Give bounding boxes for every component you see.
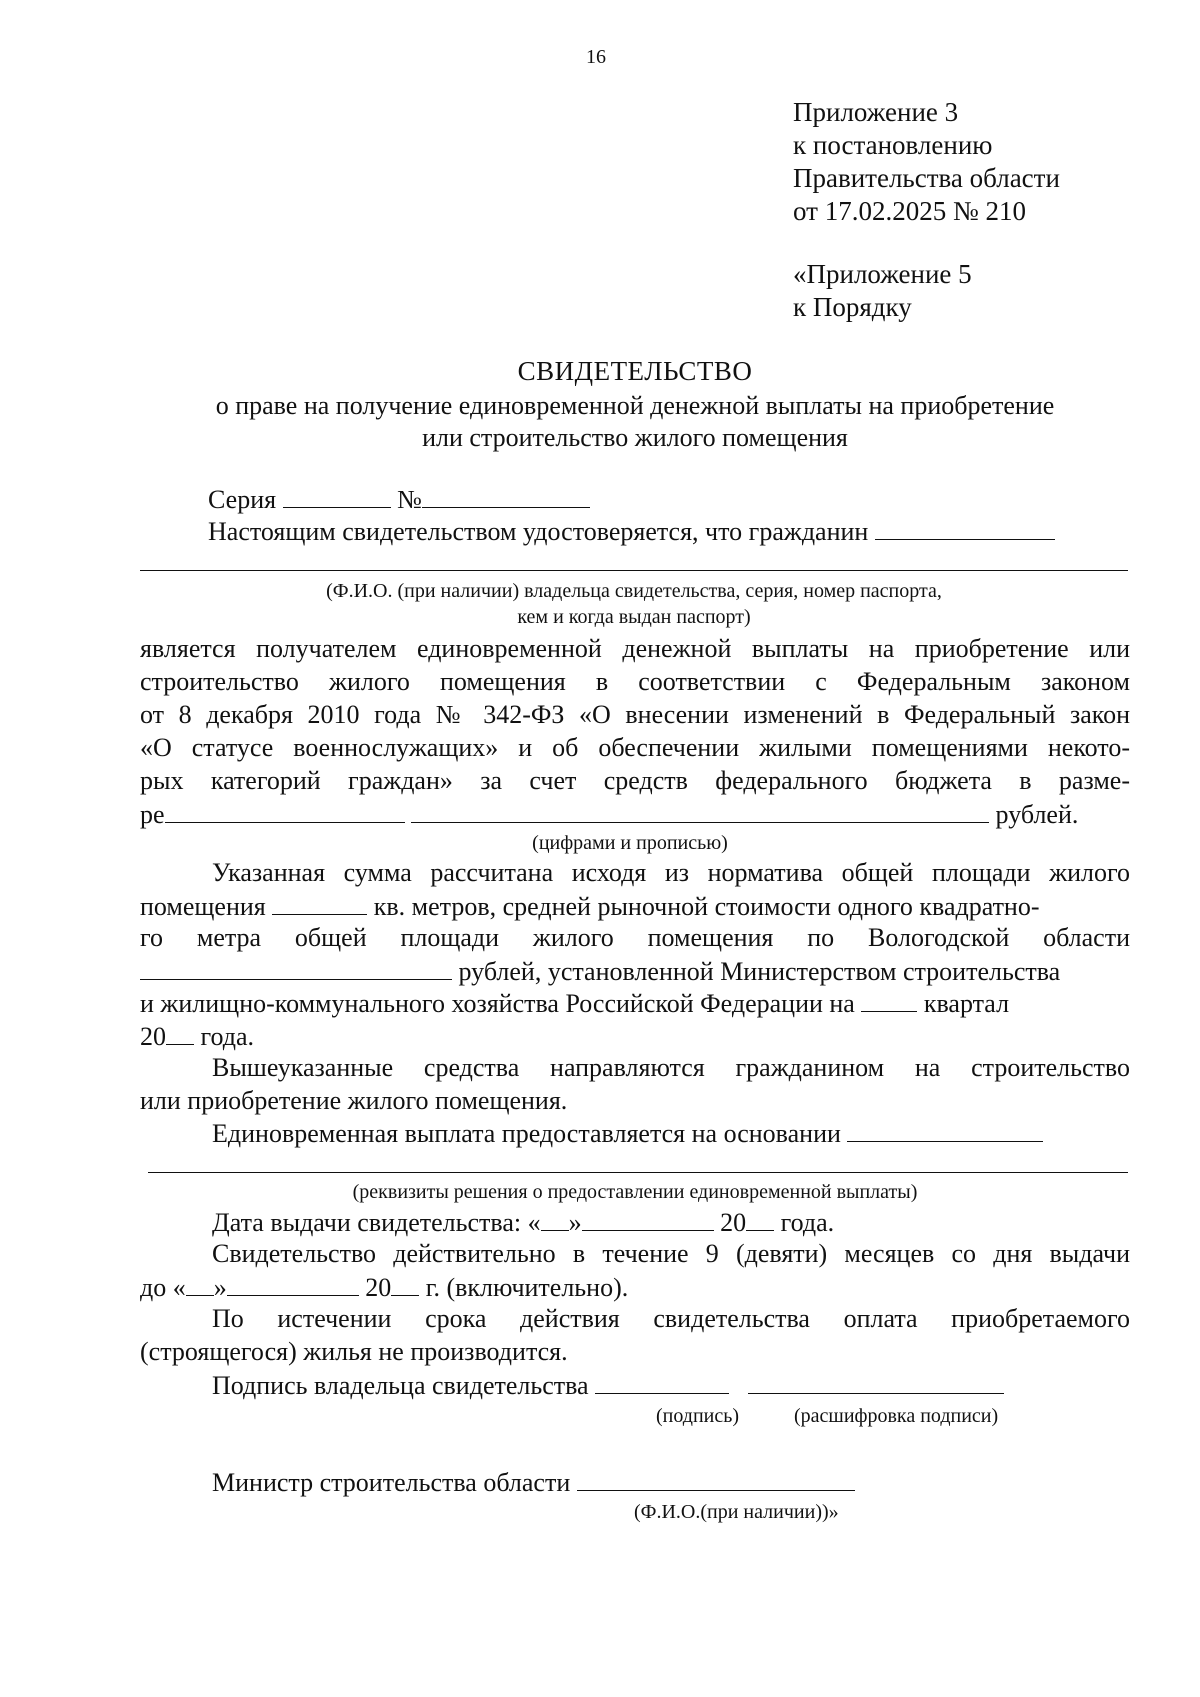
- basis-line: [212, 1117, 1043, 1150]
- validity-text: »: [213, 1273, 227, 1302]
- page-number: 16: [586, 46, 606, 68]
- valid-day-field[interactable]: [186, 1271, 214, 1296]
- owner-signature-line: [212, 1369, 1004, 1402]
- series-field[interactable]: [283, 483, 391, 508]
- para3-line: Вышеуказанные средства направляются гражданином на строительство: [212, 1053, 1130, 1082]
- amount-line: [140, 798, 1078, 831]
- issue-month-field[interactable]: [582, 1206, 714, 1231]
- minister-name-field[interactable]: [577, 1466, 855, 1491]
- issue-date-text: года.: [780, 1208, 835, 1237]
- citizen-field[interactable]: [875, 515, 1055, 540]
- amount-line-start: ре: [140, 800, 165, 829]
- price-field[interactable]: [140, 955, 452, 980]
- basis-field-line[interactable]: [148, 1172, 1128, 1173]
- series-label: Серия: [208, 485, 277, 514]
- basis-text: Единовременная выплата предоставляется на основании: [212, 1119, 841, 1148]
- owner-signature-decode-caption: (расшифровка подписи): [794, 1405, 999, 1427]
- issue-date-text: Дата выдачи свидетельства: «: [212, 1208, 541, 1237]
- appendix-inner-line: «Приложение 5: [793, 259, 972, 289]
- para2-line: Указанная сумма рассчитана исходя из норматива общей площади жилого: [212, 858, 1130, 887]
- certifies-line: [208, 515, 1055, 548]
- para2-text: 20: [140, 1022, 166, 1051]
- para2-text: кв. метров, средней рыночной стоимости одного квадратно-: [373, 892, 1040, 921]
- basis-field[interactable]: [847, 1117, 1043, 1142]
- valid-year-field[interactable]: [391, 1271, 419, 1296]
- issue-date-text: 20: [720, 1208, 747, 1237]
- appendix-line: к постановлению: [793, 130, 993, 160]
- number-field[interactable]: [422, 483, 590, 508]
- appendix-line: Правительства области: [793, 163, 1060, 193]
- para2-text: рублей, установленной Министерством строительства: [458, 957, 1061, 986]
- para2-text: помещения: [140, 892, 266, 921]
- owner-caption: кем и когда выдан паспорт): [517, 606, 751, 628]
- amount-words-field[interactable]: [411, 798, 989, 823]
- para1-line: от 8 декабря 2010 года № 342-ФЗ «О внесении изменений в Федеральный закон: [140, 700, 1130, 729]
- validity-text: 20: [365, 1273, 392, 1302]
- owner-signature-caption: (подпись): [656, 1405, 740, 1427]
- owner-signature-field[interactable]: [595, 1369, 729, 1394]
- para1-line: рых категорий граждан» за счет средств федерального бюджета в разме-: [140, 766, 1130, 795]
- amount-digits-field[interactable]: [165, 798, 405, 823]
- para2-line: [140, 1020, 254, 1053]
- issue-date-text: »: [568, 1208, 582, 1237]
- para2-text: квартал: [923, 989, 1010, 1018]
- minister-label: Министр строительства области: [212, 1468, 571, 1497]
- para2-text: года.: [200, 1022, 255, 1051]
- para2-line: го метра общей площади жилого помещения по Вологодской области: [140, 923, 1130, 952]
- expiry-line: По истечении срока действия свидетельства оплата приобретаемого: [212, 1304, 1130, 1333]
- validity-text: до «: [140, 1273, 186, 1302]
- amount-line-end: рублей.: [995, 800, 1079, 829]
- document-title: СВИДЕТЕЛЬСТВО: [517, 356, 753, 386]
- issue-day-field[interactable]: [541, 1206, 569, 1231]
- document-subtitle: о праве на получение единовременной денежной выплаты на приобретение: [215, 391, 1055, 420]
- para3-line: или приобретение жилого помещения.: [140, 1086, 568, 1115]
- issue-date-line: [212, 1206, 834, 1239]
- minister-line: [212, 1466, 855, 1499]
- para2-line: [140, 955, 1060, 988]
- minister-caption: (Ф.И.О.(при наличии))»: [634, 1501, 839, 1523]
- expiry-line: (строящегося) жилья не производится.: [140, 1337, 568, 1366]
- para2-text: и жилищно-коммунального хозяйства Российской Федерации на: [140, 989, 855, 1018]
- para2-line: [140, 987, 1009, 1020]
- para2-line: [140, 890, 1040, 923]
- appendix-line: от 17.02.2025 № 210: [793, 196, 1026, 226]
- amount-caption: (цифрами и прописью): [532, 832, 728, 854]
- number-label: №: [397, 485, 422, 514]
- para1-line: «О статусе военнослужащих» и об обеспечении жилыми помещениями некото-: [140, 733, 1130, 762]
- owner-signature-decode-field[interactable]: [748, 1369, 1004, 1394]
- validity-text: г. (включительно).: [425, 1273, 629, 1302]
- year-field[interactable]: [166, 1020, 194, 1045]
- document-subtitle: или строительство жилого помещения: [422, 423, 848, 452]
- basis-caption: (реквизиты решения о предоставлении единовременной выплаты): [352, 1181, 918, 1203]
- valid-month-field[interactable]: [227, 1271, 359, 1296]
- certifies-text: Настоящим свидетельством удостоверяется, что гражданин: [208, 517, 869, 546]
- series-line: [208, 483, 590, 516]
- validity-line: [140, 1271, 628, 1304]
- appendix-line: Приложение 3: [793, 97, 959, 127]
- issue-year-field[interactable]: [746, 1206, 774, 1231]
- area-field[interactable]: [272, 890, 367, 915]
- para1-line: является получателем единовременной денежной выплаты на приобретение или: [140, 634, 1130, 663]
- para1-line: строительство жилого помещения в соответствии с Федеральным законом: [140, 667, 1130, 696]
- owner-signature-label: Подпись владельца свидетельства: [212, 1371, 589, 1400]
- owner-caption: (Ф.И.О. (при наличии) владельца свидетельства, серия, номер паспорта,: [326, 580, 942, 602]
- appendix-inner-line: к Порядку: [793, 292, 912, 322]
- quarter-field[interactable]: [861, 987, 917, 1012]
- owner-field-line[interactable]: [140, 570, 1128, 571]
- validity-line: Свидетельство действительно в течение 9 (девяти) месяцев со дня выдачи: [212, 1239, 1130, 1268]
